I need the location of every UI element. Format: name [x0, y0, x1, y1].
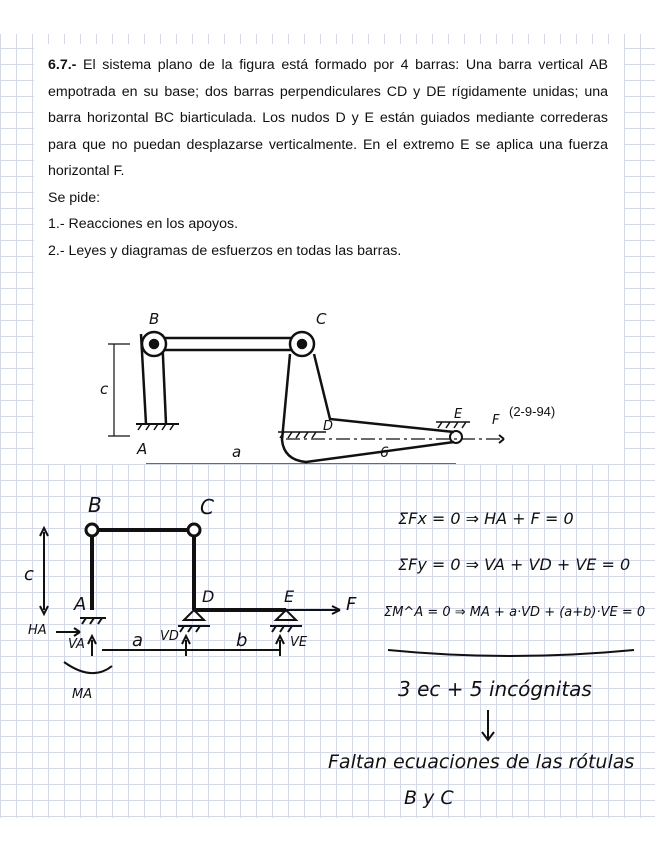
axis-and-force	[286, 435, 504, 443]
fig-label-b: B	[149, 310, 160, 328]
bottom-margin	[0, 818, 655, 848]
conclusion-line-2: B y C	[404, 787, 454, 809]
figure-reference: (2-9-94)	[509, 404, 556, 419]
fig-label-a: A	[137, 440, 148, 458]
brace-line	[388, 650, 634, 656]
fig-dim-c: c	[100, 380, 109, 398]
conclusion-line-1: Faltan ecuaciones de las rótulas	[328, 751, 635, 773]
handwritten-notes	[0, 470, 655, 810]
sketch-label-va: VA	[68, 637, 85, 652]
problem-text	[48, 52, 608, 264]
sketch-dim-a: a	[132, 630, 144, 651]
fig-dim-b: 6	[380, 445, 389, 461]
sketch-label-vd: VD	[160, 629, 179, 644]
pin-b	[142, 332, 166, 356]
sketch-label-ma: MA	[72, 687, 93, 702]
fig-label-e: E	[454, 407, 463, 422]
sketch-label-ha: HA	[28, 623, 47, 638]
sketch-frame	[92, 530, 286, 610]
sketch-label-d: D	[202, 587, 215, 606]
sketch-label-c: C	[200, 495, 214, 519]
beam-bc	[154, 338, 302, 350]
sketch-dim-c: c	[24, 564, 34, 585]
equation-sum-fy: ΣFy = 0 ⇒ VA + VD + VE = 0	[398, 555, 631, 574]
problem-panel	[34, 44, 624, 464]
fig-dim-a: a	[232, 443, 242, 461]
sketch-dim-b: b	[236, 630, 248, 651]
slider-guides	[278, 422, 470, 443]
problem-statement	[48, 52, 608, 185]
pin-c	[290, 332, 314, 356]
request-item-1: 1.- Reacciones en los apoyos.	[48, 216, 239, 232]
request-heading: Se pide:	[48, 189, 101, 206]
sketch-label-ve: VE	[290, 635, 308, 650]
top-margin	[0, 0, 655, 34]
sketch-label-a: A	[74, 594, 87, 615]
bar-cde	[282, 354, 454, 462]
arrow-down	[482, 710, 494, 740]
fig-label-f: F	[492, 413, 500, 428]
sketch-label-e: E	[284, 587, 295, 606]
equation-sum-fx: ΣFx = 0 ⇒ HA + F = 0	[398, 509, 574, 528]
sketch-label-f: F	[346, 594, 357, 615]
equations-summary: 3 ec + 5 incógnitas	[398, 677, 592, 701]
fig-label-d: D	[323, 419, 334, 434]
sketch-label-b: B	[88, 493, 102, 517]
statement-text: El sistema plano de la figura está formado por 4 barras: Una barra vertical AB empotrada en su base; dos barras perpendiculares CD y DE rígidamente unidas; una barra horizontal BC biarticulada. Los nudos D y E están guiados mediante correderas para que no puedan desplazarse verticalmente. En el extremo E se aplica una fuerza horizontal F.	[48, 57, 608, 179]
structure-figure	[34, 264, 624, 464]
equation-sum-m: ΣM^A = 0 ⇒ MA + a·VD + (a+b)·VE = 0	[384, 605, 646, 620]
fig-label-c: C	[316, 310, 327, 328]
request-item-2: 2.- Leyes y diagramas de esfuerzos en todas las barras.	[48, 242, 402, 259]
problem-number: 6.7.-	[48, 57, 77, 73]
